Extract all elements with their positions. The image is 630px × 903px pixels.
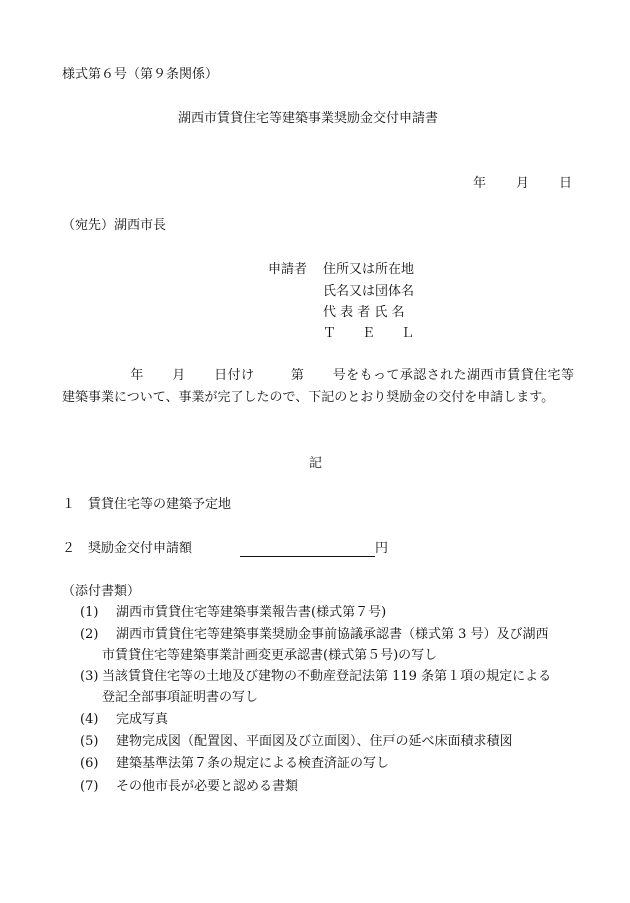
item-1: １ 賃貸住宅等の建築予定地 [62,497,232,512]
attachment-number: (5) [80,734,99,749]
attachment-number: (1) [80,605,99,620]
date-line [473,176,572,192]
attachment-text: 当該賃貸住宅等の土地及び建物の不動産登記法第 119 条第１項の規定による [102,669,552,684]
applicant-label: 申請者 [268,262,308,277]
attachment-number: (3) [80,669,99,684]
body-paragraph [62,365,574,409]
date-month: 月 [516,176,530,191]
body-month: 月 [171,368,186,383]
date-day: 日 [559,176,573,191]
attachment-item [80,605,386,621]
applicant-representative-label: 代 表 者 氏 名 [323,305,405,320]
item-2 [62,541,388,557]
applicant-name-label: 氏名又は団体名 [323,284,415,299]
attachment-number: (7) [80,779,99,794]
attachment-item [80,712,168,728]
document-title: 湖西市賃貸住宅等建築事業奨励金交付申請書 [178,111,439,126]
form-number: 様式第６号（第９条関係） [62,67,219,82]
attachment-number: (6) [80,756,99,771]
amount-unit: 円 [375,541,389,556]
body-text: 号をもって承認された湖西市賃貸住宅等建築事業について、事業が完了したので、下記のとおり奨励金の交付を申請します。 [62,368,574,405]
attachment-item [80,669,551,685]
applicant-address-label: 住所又は所在地 [323,262,415,277]
attachment-text: 湖西市賃貸住宅等建築事業報告書(様式第７号) [116,605,387,620]
attachment-text: 建築基準法第７条の規定による検査済証の写し [116,756,390,771]
body-year: 年 [130,368,144,383]
date-year: 年 [473,176,487,191]
addressee: （宛先）湖西市長 [62,218,167,233]
attachment-text: 建物完成図（配置図、平面図及び立面図）、住戸の延べ床面積求積図 [116,734,513,749]
item-2-label: ２ 奨励金交付申請額 [62,541,193,556]
attachment-number: (4) [80,712,99,727]
attachment-item [80,779,298,795]
attachment-item [80,734,513,750]
applicant-tel-label: Ｔ Ｅ Ｌ [323,326,415,341]
attachments-heading: （添付書類） [62,584,141,599]
body-dated: 日付け [213,368,255,383]
attachment-text: 湖西市賃貸住宅等建築事業奨励金事前協議承認書（様式第 3 号）及び湖西 [116,627,549,642]
attachment-text: 完成写真 [116,712,169,727]
attachment-text-continued: 登記全部事項証明書の写し [102,690,259,705]
amount-field-line [240,542,375,557]
attachment-text-continued: 市賃貸住宅等建築事業計画変更承認書(様式第５号)の写し [102,648,438,663]
attachment-text: その他市長が必要と認める書類 [116,779,299,794]
body-number-prefix: 第 [290,368,305,383]
attachment-number: (2) [80,627,99,642]
attachment-item [80,756,389,772]
ki-heading: 記 [309,456,323,471]
attachment-item [80,627,549,643]
